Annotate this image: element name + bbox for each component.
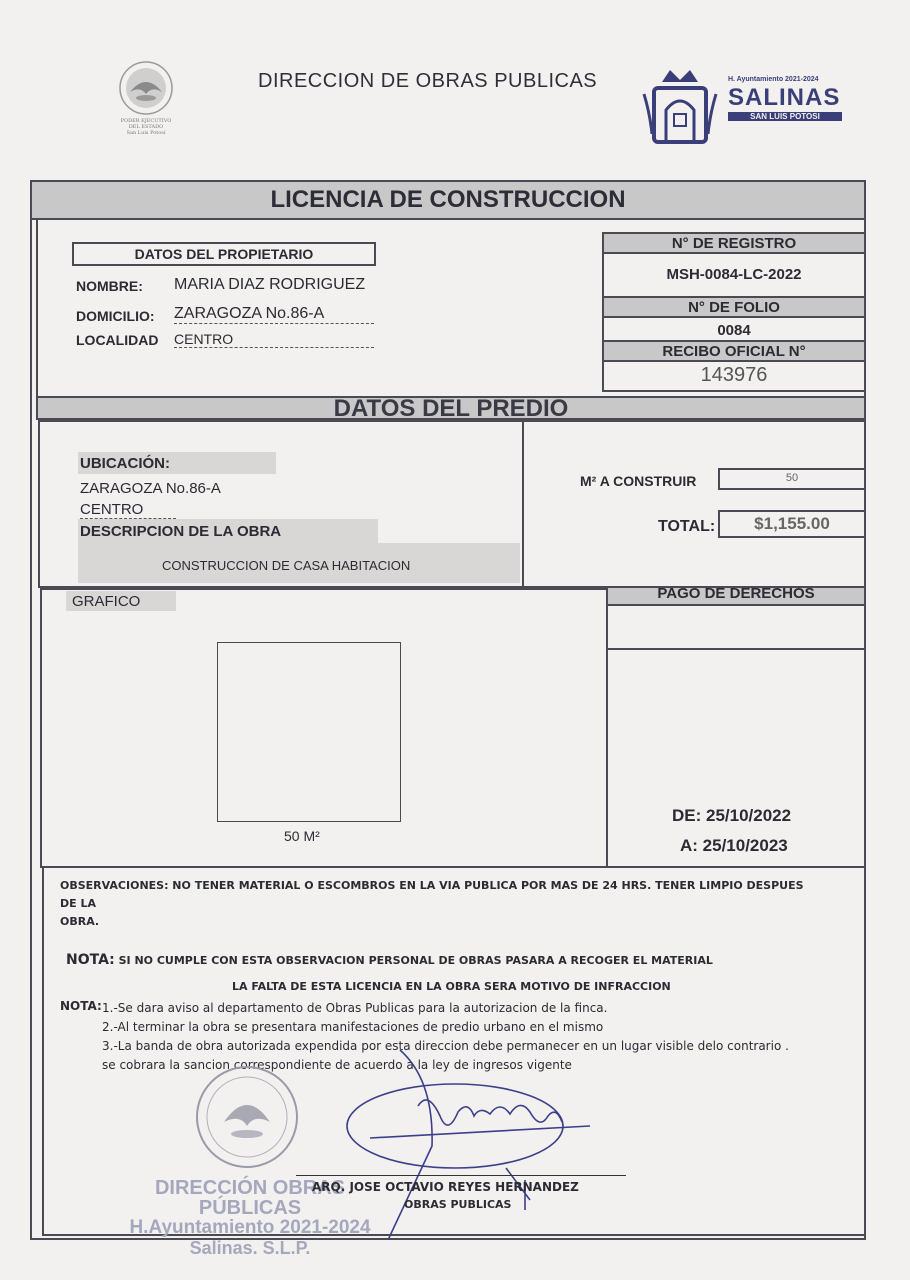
plot-area-label: 50 M² — [284, 828, 320, 844]
total-value: $1,155.00 — [754, 514, 830, 533]
nota-warning — [66, 952, 713, 968]
validity-to: A: 25/10/2023 — [680, 836, 788, 855]
predio-right-panel — [522, 420, 866, 588]
logo-admin-text: H. Ayuntamiento 2021-2024 — [728, 76, 819, 83]
owner-address: ZARAGOZA No.86-A — [174, 305, 374, 324]
nota-list-label: NOTA: — [60, 999, 102, 1013]
stamp-line: Salinas. S.L.P. — [189, 1238, 311, 1258]
observations-line: OBRA. — [60, 915, 100, 928]
nota-item: 3.-La banda de obra autorizada expendida por esta direccion debe permanecer en un lugar visible delo contrario . — [102, 1039, 789, 1053]
description-label: DESCRIPCION DE LA OBRA — [80, 523, 282, 540]
owner-name-label: NOMBRE: — [76, 278, 143, 294]
registry-label: N° DE REGISTRO — [671, 235, 797, 252]
municipal-stamp-seal-icon — [182, 1062, 312, 1172]
m2-label: M² A CONSTRUIR — [580, 473, 697, 489]
seal-text-line: DEL ESTADO — [128, 124, 164, 130]
work-description: CONSTRUCCION DE CASA HABITACION — [162, 558, 411, 573]
signatory-name: ARQ. JOSE OCTAVIO REYES HERNANDEZ — [312, 1180, 579, 1194]
location-label: UBICACIÓN: — [80, 455, 170, 472]
nota-text: SI NO CUMPLE CON ESTA OBSERVACION PERSONAL DE OBRAS PASARA A RECOGER EL MATERIAL — [118, 954, 713, 967]
observations-text — [60, 877, 820, 931]
owner-locality-label: LOCALIDAD — [76, 332, 159, 348]
seal-text-line: San Luis Potosí — [126, 130, 166, 136]
owner-locality: CENTRO — [174, 331, 374, 348]
total-label: TOTAL: — [658, 518, 716, 535]
owner-section-label: DATOS DEL PROPIETARIO — [134, 246, 314, 262]
handwritten-signature-icon — [330, 1050, 630, 1240]
signature-line — [296, 1175, 626, 1176]
payment-label: PAGO DE DERECHOS — [657, 585, 815, 602]
stamp-line: DIRECCIÓN OBRAS — [154, 1177, 345, 1199]
seal-text-line: PODER EJECUTIVO — [120, 118, 172, 124]
registry-number: MSH-0084-LC-2022 — [666, 266, 802, 283]
license-missing-warning: LA FALTA DE ESTA LICENCIA EN LA OBRA SERA MOTIVO DE INFRACCION — [232, 980, 671, 993]
owner-address-label: DOMICILIO: — [76, 308, 155, 324]
m2-value: 50 — [785, 472, 799, 484]
logo-state-text: SAN LUIS POTOSI — [728, 112, 842, 121]
folio-label: N° DE FOLIO — [688, 299, 780, 316]
logo-city-text: SALINAS — [728, 84, 841, 111]
plot-square — [217, 642, 401, 822]
signatory-title: OBRAS PUBLICAS — [404, 1198, 512, 1211]
nota-item: 2.-Al terminar la obra se presentara manifestaciones de predio urbano en el mismo — [102, 1020, 604, 1034]
payment-divider — [606, 648, 866, 650]
state-seal — [100, 58, 192, 150]
validity-from: DE: 25/10/2022 — [672, 806, 792, 825]
stamp-line: PÚBLICAS — [198, 1197, 302, 1219]
salinas-logo — [640, 64, 850, 154]
location-area: CENTRO — [80, 501, 176, 519]
receipt-number: 143976 — [700, 364, 768, 386]
nota-item: 1.-Se dara aviso al departamento de Obras Publicas para la autorizacion de la finca. — [102, 1001, 608, 1015]
department-title: DIRECCION DE OBRAS PUBLICAS — [258, 70, 598, 92]
stamp-line: H.Ayuntamiento 2021-2024 — [129, 1217, 371, 1238]
folio-number: 0084 — [717, 322, 751, 339]
predio-section-label: DATOS DEL PREDIO — [333, 395, 569, 422]
graphic-label: GRAFICO — [72, 593, 141, 610]
nota-item: se cobrara la sancion correspondiente de acuerdo a la ley de ingresos vigente — [102, 1058, 572, 1072]
observations-line: OBSERVACIONES: NO TENER MATERIAL O ESCOMBROS EN LA VIA PUBLICA POR MAS DE 24 HRS. TENER LIMPIO DESPUES DE LA — [60, 879, 804, 910]
eagle-seal-icon — [100, 58, 192, 150]
salinas-crest-icon — [640, 64, 720, 148]
nota-label: NOTA: — [66, 952, 115, 968]
location-street: ZARAGOZA No.86-A — [80, 480, 221, 497]
receipt-label: RECIBO OFICIAL N° — [662, 343, 806, 360]
owner-name: MARIA DIAZ RODRIGUEZ — [174, 276, 366, 293]
license-title: LICENCIA DE CONSTRUCCION — [270, 186, 626, 213]
